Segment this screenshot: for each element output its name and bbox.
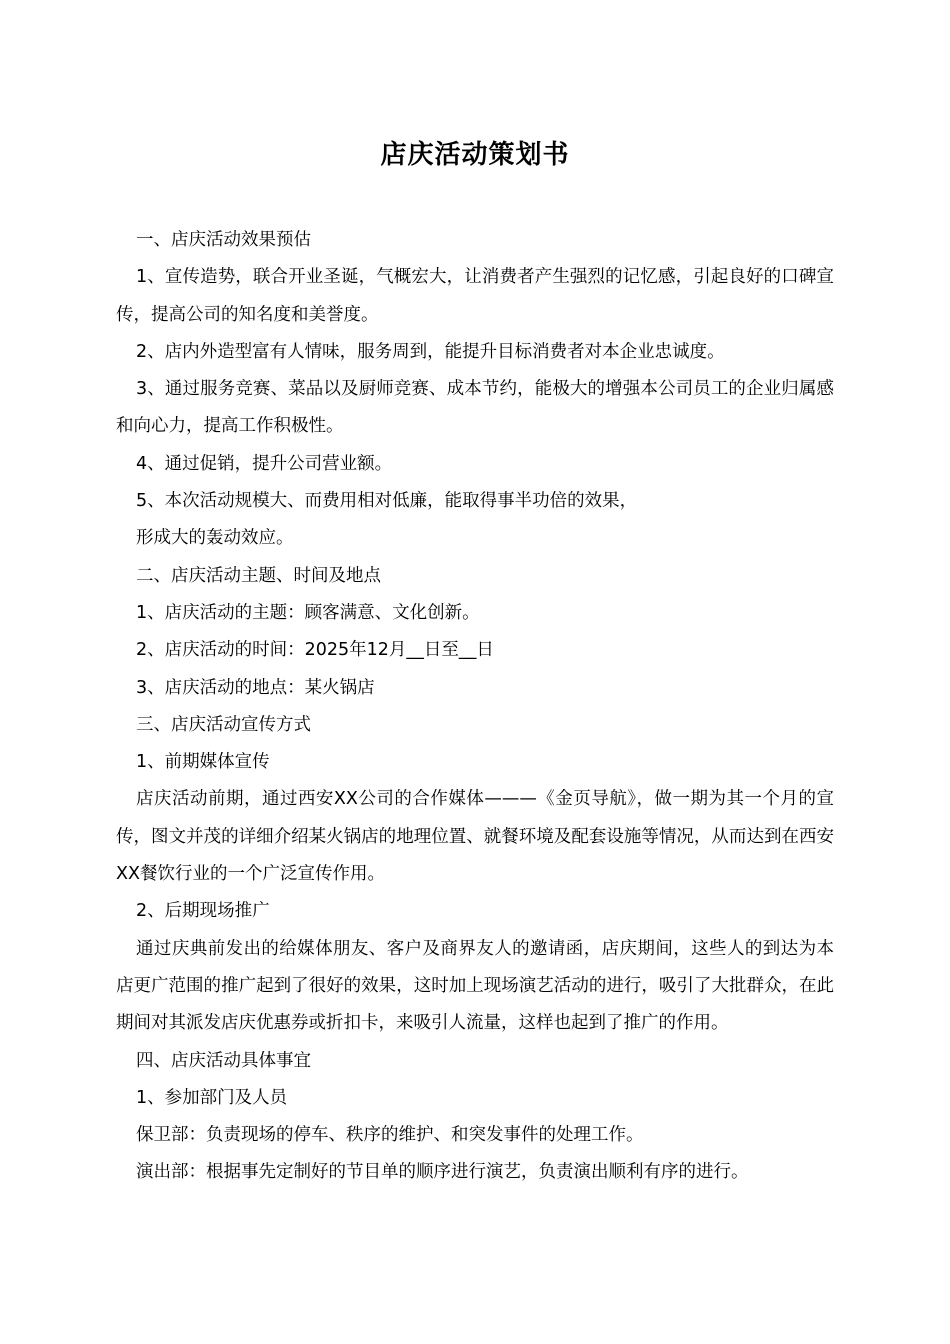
paragraph-effect-5: 5、本次活动规模大、而费用相对低廉，能取得事半功倍的效果， xyxy=(136,491,638,512)
paragraph-security-dept: 保卫部：负责现场的停车、秩序的维护、和突发事件的处理工作。 xyxy=(136,1125,644,1146)
document-body xyxy=(116,222,834,1192)
paragraph-performance-dept: 演出部：根据事先定制好的节目单的顺序进行演艺，负责演出顺利有序的进行。 xyxy=(136,1162,749,1183)
paragraph-media-promotion: 店庆活动前期，通过西安XX公司的合作媒体———《金页导航》，做一期为其一个月的宣传，图文并茂的详细介绍某火锅店的地理位置、就餐环境及配套设施等情况，从而达到在西安XX餐饮行业的一个广泛宣传作用。 xyxy=(116,789,834,885)
paragraph-place: 3、店庆活动的地点：某火锅店 xyxy=(136,677,375,698)
paragraph-effect-4: 4、通过促销，提升公司营业额。 xyxy=(136,453,393,474)
paragraph-onsite-promotion: 通过庆典前发出的给媒体朋友、客户及商界友人的邀请函，店庆期间，这些人的到达为本店更广范围的推广起到了很好的效果，这时加上现场演艺活动的进行，吸引了大批群众，在此期间对其派发店庆优惠券或折扣卡，来吸引人流量，这样也起到了推广的作用。 xyxy=(116,938,834,1034)
subheading-onsite-promotion: 2、后期现场推广 xyxy=(136,901,270,922)
heading-promotion-methods: 三、店庆活动宣传方式 xyxy=(136,714,311,735)
paragraph-effect-1: 1、宣传造势，联合开业圣诞，气概宏大，让消费者产生强烈的记忆感，引起良好的口碑宣传，提高公司的知名度和美誉度。 xyxy=(116,267,834,325)
heading-theme-time-place: 二、店庆活动主题、时间及地点 xyxy=(136,565,381,586)
heading-effect-estimate: 一、店庆活动效果预估 xyxy=(136,230,311,250)
paragraph-effect-3: 3、通过服务竞赛、菜品以及厨师竞赛、成本节约，能极大的增强本公司员工的企业归属感和向心力，提高工作积极性。 xyxy=(116,379,834,437)
paragraph-effect-2: 2、店内外造型富有人情味，服务周到，能提升目标消费者对本企业忠诚度。 xyxy=(136,341,725,362)
paragraph-theme: 1、店庆活动的主题：顾客满意、文化创新。 xyxy=(136,602,480,623)
paragraph-time: 2、店庆活动的时间：2025年12月__日至__日 xyxy=(136,640,494,661)
subheading-media-promotion: 1、前期媒体宣传 xyxy=(136,752,270,773)
paragraph-effect-5-continued: 形成大的轰动效应。 xyxy=(136,528,294,549)
subheading-departments: 1、参加部门及人员 xyxy=(136,1087,288,1108)
heading-specific-matters: 四、店庆活动具体事宜 xyxy=(136,1050,311,1071)
document-title: 店庆活动策划书 xyxy=(380,140,570,170)
